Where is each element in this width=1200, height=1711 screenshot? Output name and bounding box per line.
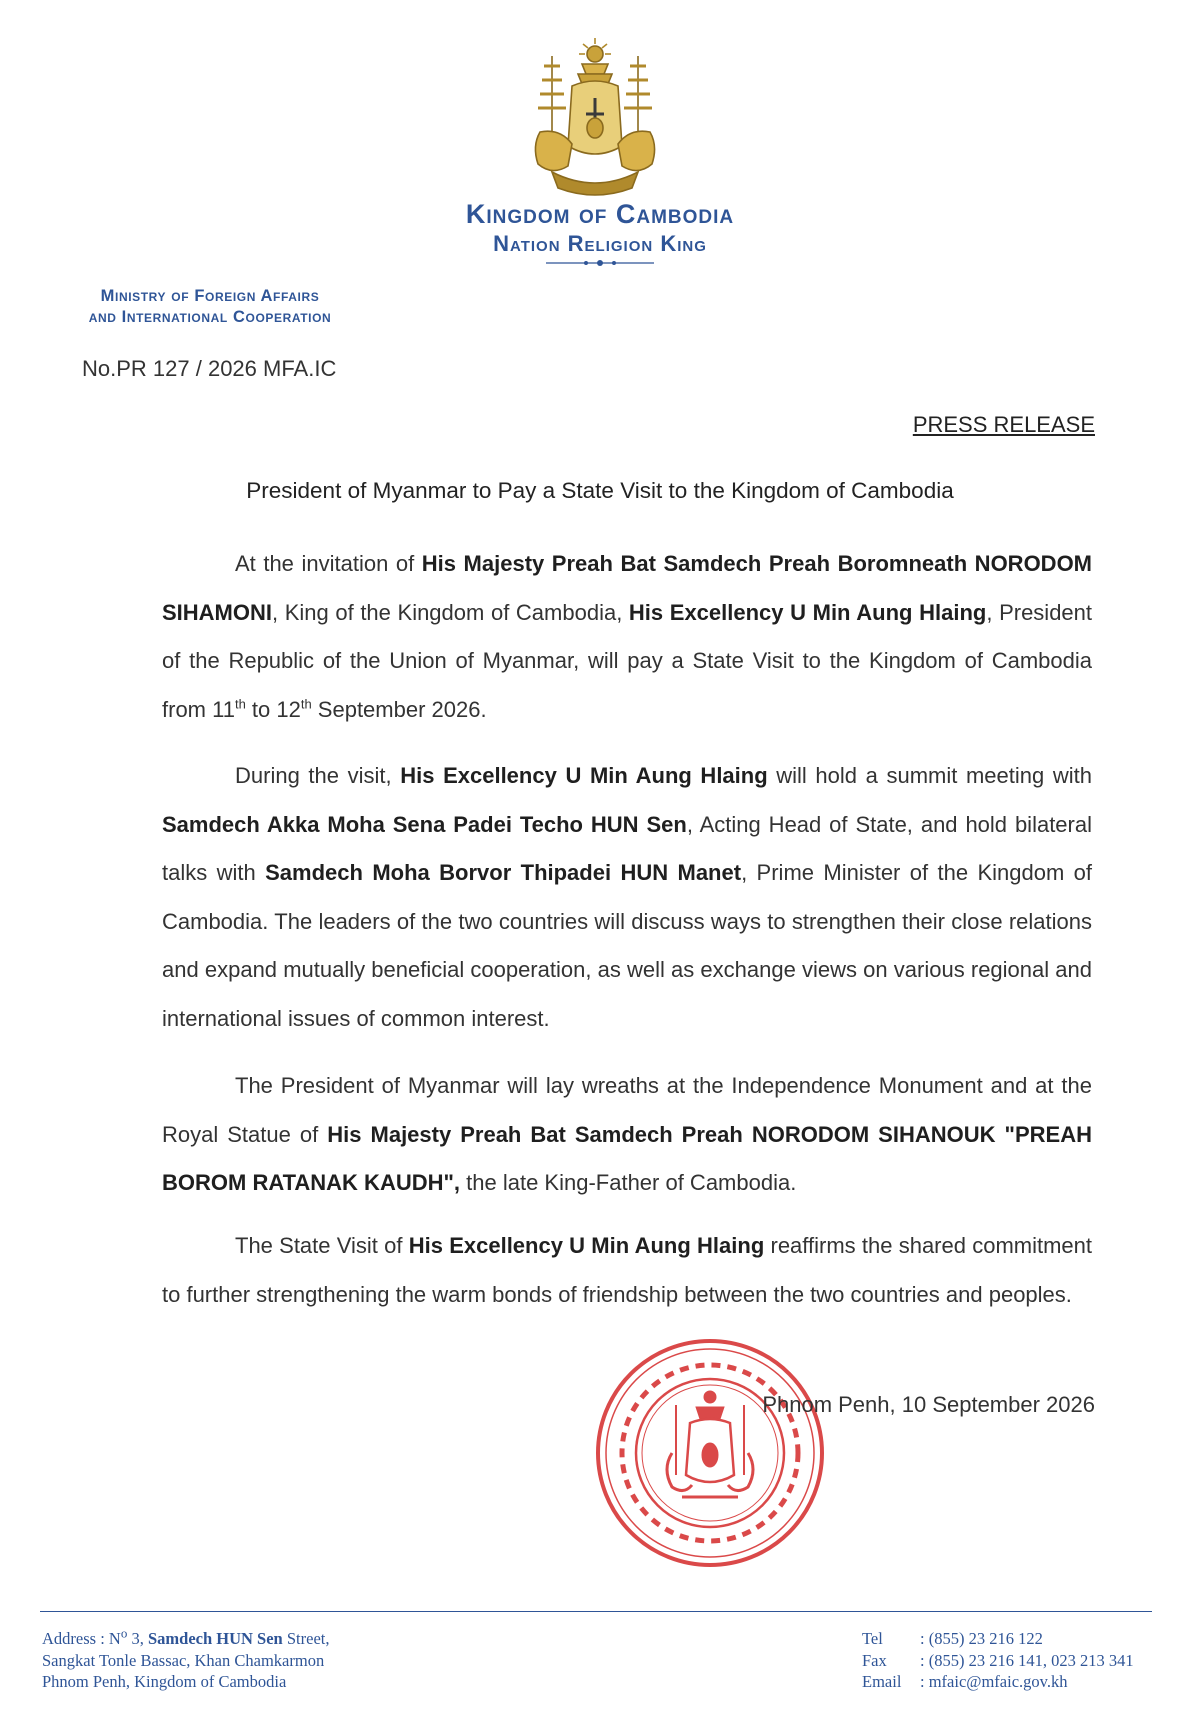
contact-email: Email : mfaic@mfaic.gov.kh: [862, 1672, 1068, 1691]
address-line-3: Phnom Penh, Kingdom of Cambodia: [42, 1672, 287, 1691]
kingdom-heading: [380, 198, 820, 258]
paragraph-invitation: At the invitation of His Majesty Preah Bat Samdech Preah Boromneath NORODOM SIHAMONI, King of the Kingdom of Cambodia, His Excellency U Min Aung Hlaing, President of the Republic of the Union of Myanmar, will pay a State Visit to the Kingdom of Cambodia from 11th to 12th September 2026.: [162, 551, 1093, 722]
reference-number: No.PR 127 / 2026 MFA.IC: [82, 356, 337, 381]
ministry-red-seal-icon: [592, 1335, 828, 1571]
ornament-divider-icon: [540, 258, 660, 268]
paragraph-visit-program: During the visit, His Excellency U Min Aung Hlaing will hold a summit meeting with Samdech Akka Moha Sena Padei Techo HUN Sen, Acting Head of State, and hold bilateral talks with Samdech Moha Borvor Thipadei HUN Manet, Prime Minister of the Kingdom of Cambodia. The leaders of the two countries will discuss ways to strengthen their close relations and expand mutually beneficial cooperation, as well as exchange views on various regional and international issues of common interest.: [162, 763, 1092, 1031]
contact-tel: Tel : (855) 23 216 122: [862, 1629, 1043, 1648]
contact-fax: Fax : (855) 23 216 141, 023 213 341: [862, 1650, 1134, 1670]
address-line-1: Address : $N^o$ 3, Samdech HUN Sen Street,: [42, 1625, 330, 1648]
paragraph-closing: The State Visit of His Excellency U Min Aung Hlaing reaffirms the shared commitment to further strengthening the warm bonds of friendship between the two countries and peoples.: [162, 1233, 1093, 1307]
address-line-2: Sangkat Tonle Bassac, Khan Chamkarmon: [42, 1650, 325, 1670]
footer-address: [42, 1625, 330, 1693]
ministry-line-1: Ministry of Foreign Affairs: [100, 287, 320, 305]
kingdom-name: Kingdom of Cambodia: [465, 199, 735, 229]
ministry-name: [30, 286, 390, 328]
footer-contact: [862, 1628, 1134, 1693]
dateline: Phnom Penh, 10 September 2026: [762, 1392, 1095, 1417]
national-motto: Nation Religion King: [493, 231, 707, 256]
document-title: President of Myanmar to Pay a State Visit to the Kingdom of Cambodia: [246, 478, 954, 503]
paragraph-wreath-laying: The President of Myanmar will lay wreaths at the Independence Monument and at the Royal Statue of His Majesty Preah Bat Samdech Preah NORODOM SIHANOUK "PREAH BOROM RATANAK KAUDH", the late King-Father of Cambodia.: [162, 1073, 1092, 1195]
footer-divider: [40, 1611, 1152, 1612]
royal-coat-of-arms-icon: [522, 36, 668, 206]
ministry-line-2: and International Cooperation: [88, 308, 332, 326]
press-release-label: PRESS RELEASE: [912, 412, 1095, 437]
